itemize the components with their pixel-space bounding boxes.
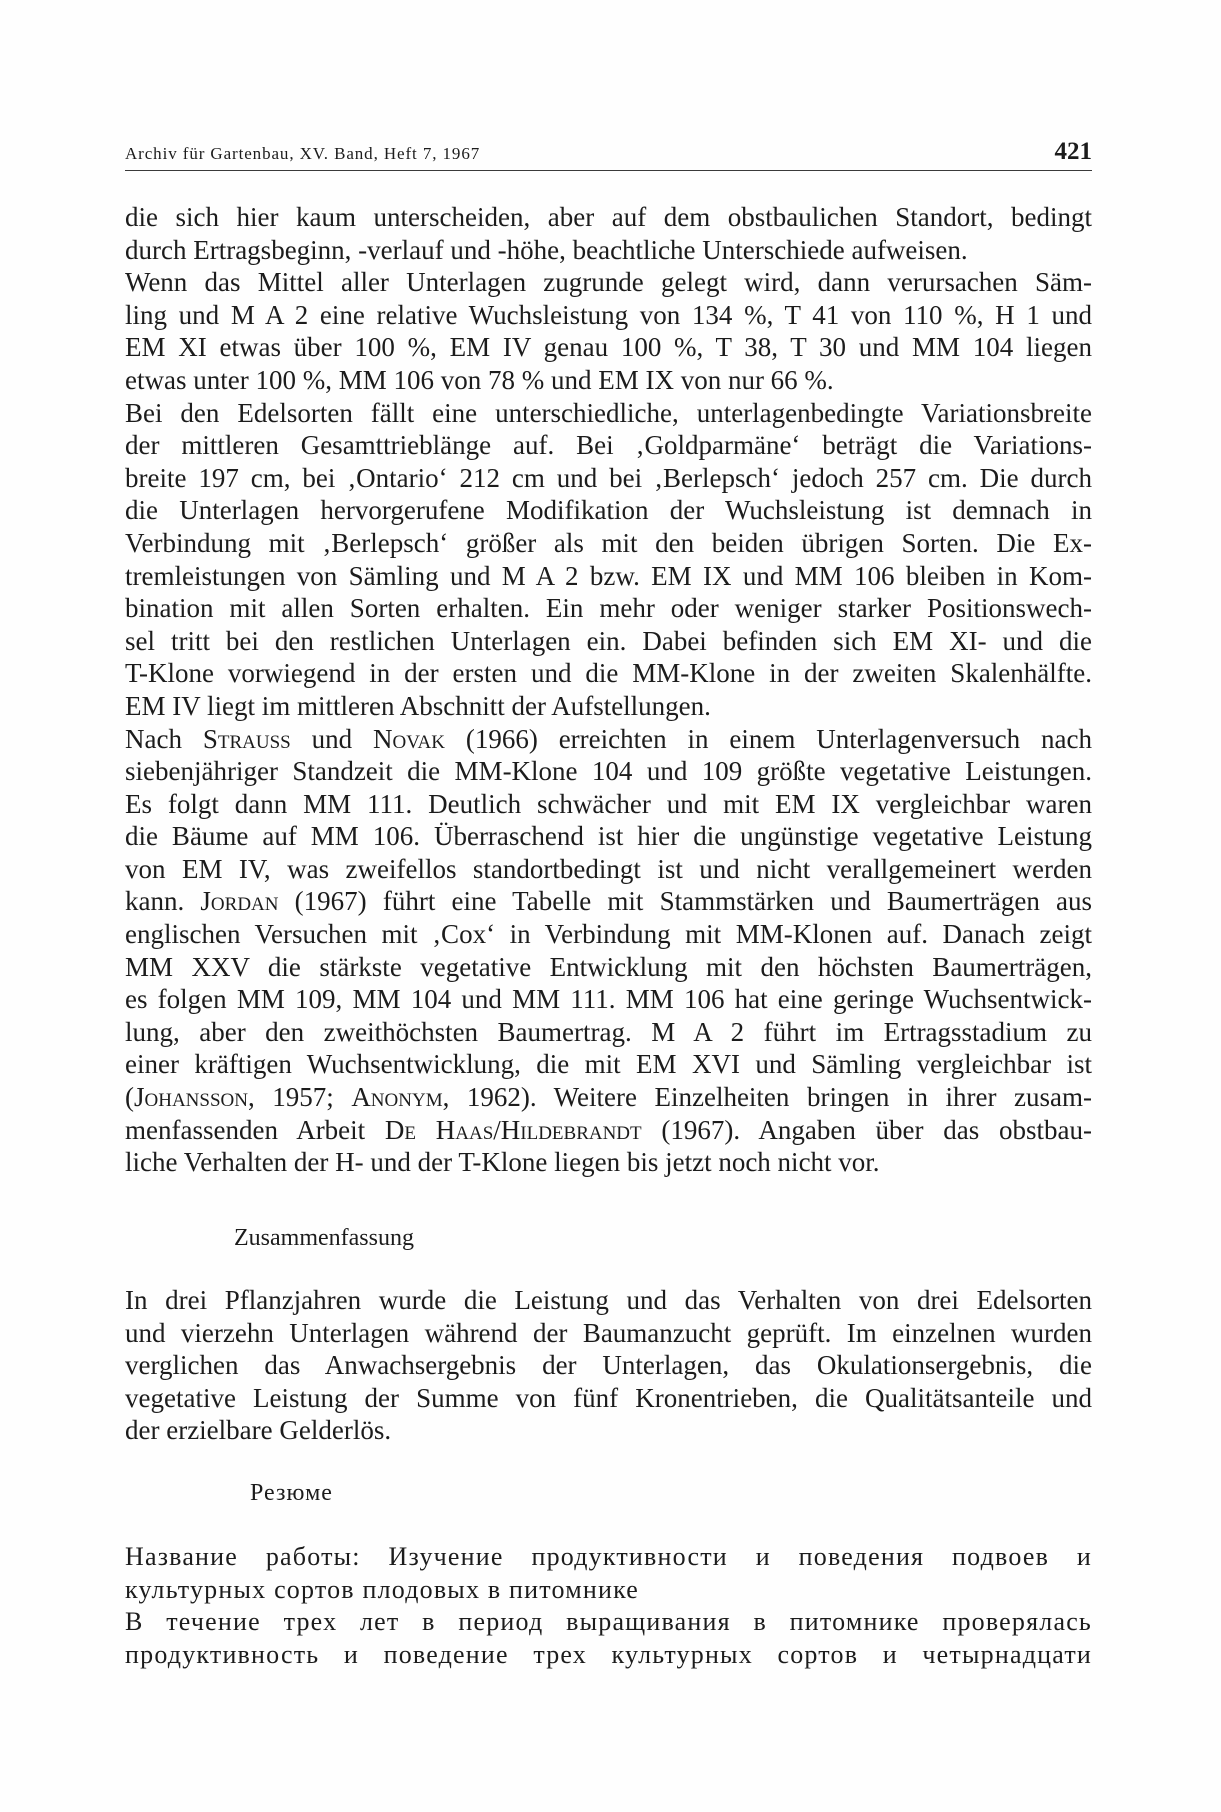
line-text: einer kräftigen Wuchsentwicklung, die mit EM XVI und Sämling vergleichbar ist [125,1049,1092,1080]
line-text: Название работы: Изучение продуктивности и поведения подвоев и [125,1542,1092,1571]
text-run: (1967). Angaben über das obstbau- [641,1114,1092,1145]
text-line [125,201,1092,234]
text-line [125,462,1092,495]
text-run: , 1962). Weitere Einzelheiten bringen in ihrer zusam- [442,1082,1092,1113]
text-run: (1966) erreichten in einem Unterlagenversuch nach [444,723,1093,754]
text-line [125,983,1092,1016]
resume-heading: Резюме [250,1480,333,1506]
line-text: EM XI etwas über 100 %, EM IV genau 100 %, T 38, T 30 und MM 104 liegen [125,332,1092,363]
text-line [125,331,1092,364]
paragraph [125,1541,1092,1606]
text-line [125,1382,1092,1415]
resume-text [125,1541,1092,1671]
line-text: In drei Pflanzjahren wurde die Leistung und das Verhalten von drei Edelsorten [125,1285,1092,1315]
line-text [125,1115,1092,1145]
text-line [125,690,1092,723]
line-text: lung, aber den zweithöchsten Baumertrag. M A 2 führt im Ertragsstadium zu [125,1016,1092,1047]
text-line [125,1606,1092,1639]
line-text: Verbindung mit ‚Berlepsch‘ größer als mit den beiden übrigen Sorten. Die Ex- [125,527,1092,558]
text-line [125,853,1092,886]
line-text: englischen Versuchen mit ‚Cox‘ in Verbindung mit MM-Klonen auf. Danach zeigt [125,919,1092,950]
text-line [125,1284,1092,1317]
line-text: breite 197 cm, bei ‚Ontario‘ 212 cm und bei ‚Berlepsch‘ jedoch 257 cm. Die durch [125,462,1092,493]
author-name: Strauss [202,723,291,754]
text-line [125,1016,1092,1049]
line-text: ling und M A 2 eine relative Wuchsleistung von 134 %, T 41 von 110 %, H 1 und [125,299,1092,330]
text-line [125,755,1092,788]
line-text: sel tritt bei den restlichen Unterlagen ein. Dabei befinden sich EM XI- und die [125,625,1092,656]
text-line [125,788,1092,821]
text-line [125,527,1092,560]
text-line [125,299,1092,332]
line-text: культурных сортов плодовых в питомнике [125,1574,640,1604]
line-text: продуктивность и поведение трех культурных сортов и четырнадцати [125,1639,1092,1669]
text-line [125,592,1092,625]
text-line [125,885,1092,918]
line-text: und vierzehn Unterlagen während der Baumanzucht geprüft. Im einzelnen wurden [125,1317,1092,1348]
text-line [125,657,1092,690]
text-line [125,1114,1092,1147]
line-text [125,1082,1092,1112]
paragraph [125,266,1092,396]
paragraph [125,1284,1092,1447]
text-line [125,494,1092,527]
text-line [125,397,1092,430]
header-rule [125,170,1092,171]
line-text: der mittleren Gesamttrieblänge auf. Bei ‚Goldparmäne‘ beträgt die Variations- [125,430,1092,461]
text-line [125,951,1092,984]
text-line [125,1414,1092,1447]
author-name: Novak [373,723,445,754]
text-line [125,723,1092,756]
author-name: Johansson [134,1082,248,1113]
line-text: vegetative Leistung der Summe von fünf Kronentrieben, die Qualitätsanteile und [125,1382,1092,1413]
text-line [125,1349,1092,1382]
line-text: tremleistungen von Sämling und M A 2 bzw. EM IX und MM 106 bleiben in Kom- [125,560,1092,591]
line-text: MM XXV die stärkste vegetative Entwicklung mit den höchsten Baumerträgen, [125,951,1092,982]
summary-heading: Zusammenfassung [234,1225,414,1251]
line-text: durch Ertragsbeginn, -verlauf und -höhe, beachtliche Unterschiede aufweisen. [125,234,968,265]
text-line [125,234,1092,267]
text-line [125,1574,1092,1607]
paragraph [125,1606,1092,1671]
line-text: bination mit allen Sorten erhalten. Ein mehr oder weniger starker Positionswech- [125,593,1092,624]
line-text: verglichen das Anwachsergebnis der Unterlagen, das Okulationsergebnis, die [125,1350,1092,1381]
line-text: EM IV liegt im mittleren Abschnitt der Aufstellungen. [125,690,711,721]
running-head [125,138,1092,168]
line-text: Bei den Edelsorten fällt eine unterschiedliche, unterlagenbedingte Variationsbreite [125,397,1092,428]
text-line [125,560,1092,593]
paragraph [125,201,1092,266]
text-line [125,1146,1092,1179]
line-text: T-Klone vorwiegend in der ersten und die MM-Klone in der zweiten Skalenhälfte. [125,658,1092,689]
text-run: menfassenden Arbeit [125,1114,385,1145]
line-text: es folgen MM 109, MM 104 und MM 111. MM 106 hat eine geringe Wuchsentwick- [125,984,1092,1015]
line-text [125,886,1092,916]
text-run: kann. [125,886,201,917]
summary-text [125,1284,1092,1447]
text-run: , 1957; [247,1082,352,1113]
paragraph [125,723,1092,1179]
line-text: В течение трех лет в период выращивания в питомнике проверялась [125,1607,1092,1637]
line-text: Wenn das Mittel aller Unterlagen zugrunde gelegt wird, dann verursachen Säm- [125,267,1092,298]
author-name: Jordan [200,886,279,917]
line-text: Es folgt dann MM 111. Deutlich schwächer und mit EM IX vergleichbar waren [125,788,1092,819]
paragraph [125,397,1092,723]
line-text: die Bäume auf MM 106. Überraschend ist hier die ungünstige vegetative Leistung [125,821,1092,852]
text-line [125,266,1092,299]
text-run: (1967) führt eine Tabelle mit Stammstärken und Baumerträgen aus [278,886,1092,917]
text-line [125,1048,1092,1081]
text-line [125,364,1092,397]
body-text [125,201,1092,1179]
page-number: 421 [1054,138,1092,165]
text-line [125,429,1092,462]
line-text: liche Verhalten der H- und der T-Klone liegen bis jetzt noch nicht vor. [125,1147,880,1178]
text-line [125,820,1092,853]
text-run: ( [125,1082,134,1113]
line-text: siebenjähriger Standzeit die MM-Klone 104 und 109 größte vegetative Leistungen. [125,756,1092,787]
text-line [125,1541,1092,1574]
line-text: der erzielbare Gelderlös. [125,1415,392,1446]
text-line [125,625,1092,658]
author-name: Anonym [351,1082,443,1113]
text-run: Nach [125,723,203,754]
line-text: die Unterlagen hervorgerufene Modifikation der Wuchsleistung ist demnach in [125,495,1092,526]
author-name: De Haas/Hildebrandt [384,1114,642,1145]
journal-citation: Archiv für Gartenbau, XV. Band, Heft 7, 1967 [125,144,481,163]
text-run: und [290,723,374,754]
text-line [125,918,1092,951]
line-text: die sich hier kaum unterscheiden, aber auf dem obstbaulichen Standort, bedingt [125,202,1092,232]
line-text [125,724,1092,754]
line-text: etwas unter 100 %, MM 106 von 78 % und EM IX von nur 66 %. [125,364,834,395]
text-line [125,1317,1092,1350]
text-line [125,1639,1092,1672]
line-text: von EM IV, was zweifellos standortbedingt ist und nicht verallgemeinert werden [125,853,1092,884]
text-line [125,1081,1092,1114]
